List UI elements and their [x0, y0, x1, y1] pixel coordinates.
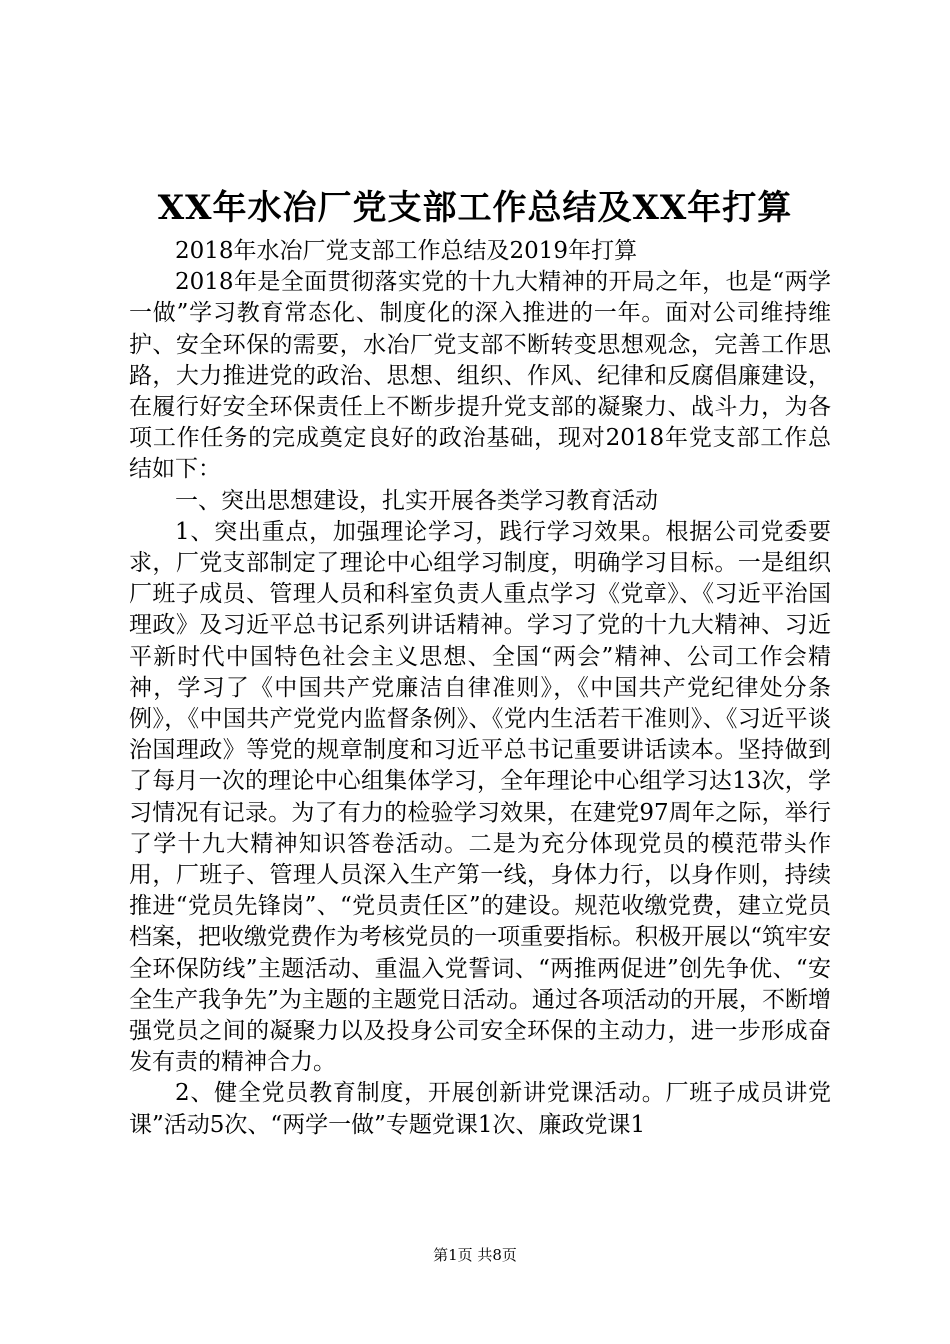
paragraph-item-1: 1、突出重点，加强理论学习，践行学习效果。根据公司党委要求，厂党支部制定了理论中心组学习制度，明确学习目标。一是组织厂班子成员、管理人员和科室负责人重点学习《党章》、《习近平治国理政》及习近平总书记系列讲话精神。学习了党的十九大精神、习近平新时代中国特色社会主义思想、全国“两会”精神、公司工作会精神，学习了《中国共产党廉洁自律准则》，《中国共产党纪律处分条例》，《中国共产党党内监督条例》、《党内生活若干准则》、《习近平谈治国理政》等党的规章制度和习近平总书记重要讲话读本。坚持做到了每月一次的理论中心组集体学习，全年理论中心组学习达13次，学习情况有记录。为了有力的检验学习效果，在建党97周年之际，举行了学十九大精神知识答卷活动。二是为充分体现党员的模范带头作用，厂班子、管理人员深入生产第一线，身体力行，以身作则，持续推进“党员先锋岗”、“党员责任区”的建设。规范收缴党费，建立党员档案，把收缴党费作为考核党员的一项重要指标。积极开展以“筑牢安全环保防线”主题活动、重温入党誓词、“两推两促进”创先争优、“安全生产我争先”为主题的主题党日活动。通过各项活动的开展，不断增强党员之间的凝聚力以及投身公司安全环保的主动力，进一步形成奋发有责的精神合力。 — [129, 518, 831, 1076]
paragraph-item-2: 2、健全党员教育制度，开展创新讲党课活动。厂班子成员讲党课”活动5次、“两学一做”专题党课1次、廉政党课1 — [129, 1080, 831, 1138]
paragraph-subtitle: 2018年水冶厂党支部工作总结及2019年打算 — [175, 238, 638, 264]
paragraph-intro: 2018年是全面贯彻落实党的十九大精神的开局之年，也是“两学一做”学习教育常态化、制度化的深入推进的一年。面对公司维持维护、安全环保的需要，水冶厂党支部不断转变思想观念，完善工作思路，大力推进党的政治、思想、组织、作风、纪律和反腐倡廉建设，在履行好安全环保责任上不断步提升党支部的凝聚力、战斗力，为各项工作任务的完成奠定良好的政治基础，现对2018年党支部工作总结如下： — [129, 269, 831, 483]
document-body — [129, 236, 831, 1141]
section-heading-1: 一、突出思想建设，扎实开展各类学习教育活动 — [175, 487, 658, 514]
page-footer: 第1页 共8页 — [433, 1246, 517, 1264]
document-title: XX年水冶厂党支部工作总结及XX年打算 — [157, 188, 793, 228]
